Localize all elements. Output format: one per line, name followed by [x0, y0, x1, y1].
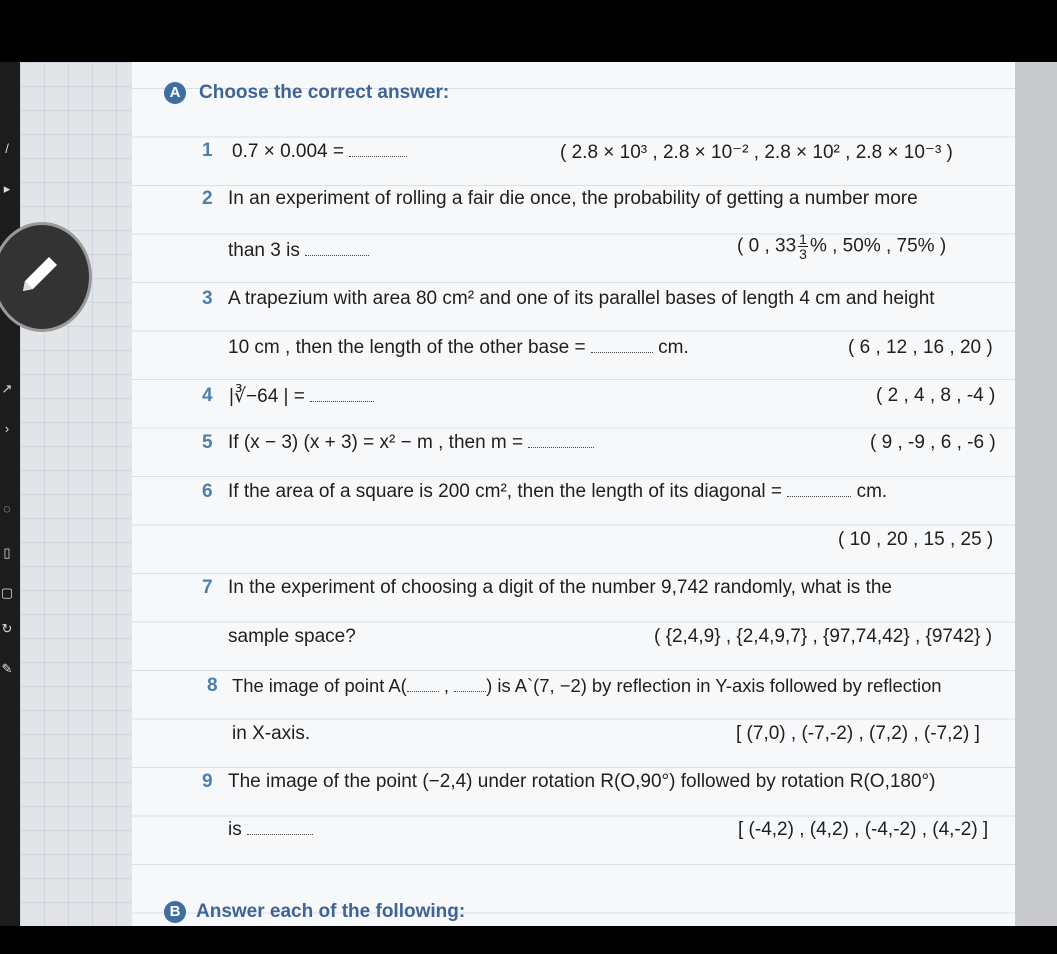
question-8-number: 8 — [207, 675, 218, 696]
question-4-number: 4 — [202, 385, 213, 406]
toolbar — [0, 62, 20, 926]
answer-blank-y[interactable] — [454, 683, 486, 692]
question-3-line-1: A trapezium with area 80 cm² and one of its parallel bases of length 4 cm and height — [228, 288, 935, 309]
question-7-options: ( {2,4,9} , {2,4,9,7} , {97,74,42} , {9742} ) — [654, 626, 993, 647]
left-margin — [20, 62, 132, 926]
question-5-number: 5 — [202, 432, 213, 453]
square-icon[interactable]: ▢ — [0, 585, 14, 600]
question-8-options: [ (7,0) , (-7,-2) , (7,2) , (-7,2) ] — [736, 723, 980, 744]
answer-blank-x[interactable] — [407, 683, 439, 692]
question-1-options: ( 2.8 × 10³ , 2.8 × 10⁻² , 2.8 × 10² , 2.8 × 10⁻³ ) — [560, 142, 953, 163]
answer-blank[interactable] — [591, 344, 653, 353]
question-9-line-1: The image of the point (−2,4) under rotation R(O,90°) followed by rotation R(O,180°) — [228, 771, 936, 792]
section-a-badge: A — [164, 82, 186, 104]
question-6-line-1: If the area of a square is 200 cm², then the length of its diagonal = cm. — [228, 481, 888, 502]
pencil-icon — [15, 249, 65, 299]
redo-icon[interactable]: ↻ — [1, 621, 13, 636]
question-4-options: ( 2 , 4 , 8 , -4 ) — [876, 385, 996, 406]
question-3-options: ( 6 , 12 , 16 , 20 ) — [848, 337, 993, 358]
caret-icon[interactable]: › — [4, 421, 10, 436]
question-4-text: |∛−64 | = — [229, 385, 374, 408]
top-bar — [0, 0, 1057, 62]
question-2-number: 2 — [202, 188, 213, 209]
question-1-number: 1 — [202, 140, 213, 161]
answer-blank[interactable] — [787, 488, 851, 497]
answer-blank[interactable] — [305, 247, 369, 256]
question-7-line-2: sample space? — [228, 626, 356, 647]
question-8-line-2: in X-axis. — [232, 723, 311, 744]
question-2-line-1: In an experiment of rolling a fair die once, the probability of getting a number more — [228, 188, 918, 209]
question-9-number: 9 — [202, 771, 213, 792]
arrow-icon[interactable]: ↗ — [1, 381, 13, 396]
question-3-line-2: 10 cm , then the length of the other base = cm. — [228, 337, 689, 358]
answer-blank[interactable] — [247, 826, 313, 835]
answer-blank[interactable] — [310, 393, 374, 402]
question-6-options: ( 10 , 20 , 15 , 25 ) — [838, 529, 994, 550]
question-6-number: 6 — [202, 481, 213, 502]
question-1-text: 0.7 × 0.004 = — [232, 141, 407, 163]
chevron-icon[interactable]: / — [5, 141, 9, 156]
marker-icon[interactable]: ✎ — [1, 661, 13, 676]
question-2-options: ( 0 , 33 $\frac{1}{3}$ % , 50% , 75% ) — [737, 231, 947, 262]
arrow-right-icon[interactable]: ▸ — [3, 181, 11, 196]
question-2-line-2: than 3 is — [228, 240, 369, 262]
right-margin — [1015, 62, 1057, 926]
eraser-icon[interactable]: ▯ — [3, 545, 11, 560]
lasso-icon[interactable]: ◌ — [3, 501, 11, 516]
bottom-bar — [0, 926, 1057, 954]
section-a-title: Choose the correct answer: — [199, 82, 450, 103]
question-8-line-1: The image of point A( , ) is A`(7, −2) by reflection in Y-axis followed by reflection — [232, 675, 942, 696]
question-5-options: ( 9 , -9 , 6 , -6 ) — [870, 432, 996, 453]
section-b-badge: B — [164, 901, 186, 923]
answer-blank[interactable] — [349, 148, 407, 157]
question-7-number: 7 — [202, 577, 213, 598]
question-9-line-2: is — [228, 819, 313, 841]
question-7-line-1: In the experiment of choosing a digit of the number 9,742 randomly, what is the — [228, 577, 892, 598]
answer-blank[interactable] — [528, 439, 594, 448]
question-9-options: [ (-4,2) , (4,2) , (-4,-2) , (4,-2) ] — [738, 819, 989, 840]
section-b-title: Answer each of the following: — [196, 901, 466, 922]
question-3-number: 3 — [202, 288, 213, 309]
question-5-text: If (x − 3) (x + 3) = x² − m , then m = — [228, 432, 594, 454]
